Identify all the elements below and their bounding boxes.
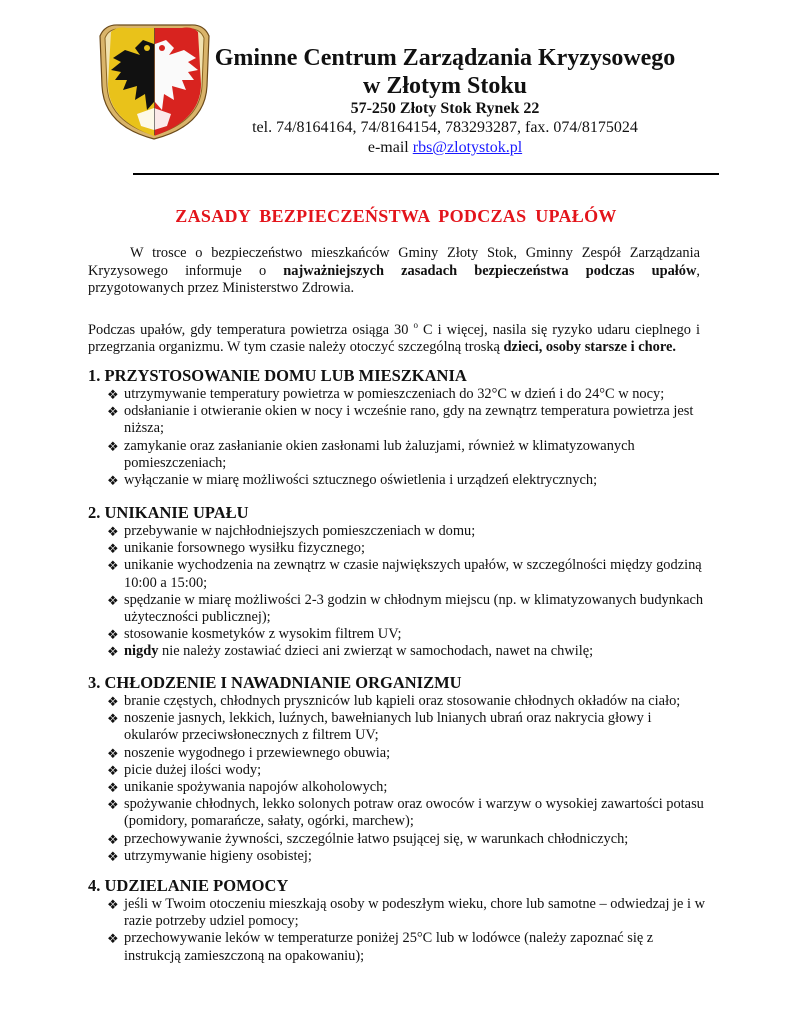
intro-p2-text-b: C i więcej, nasila się ryzyko udaru cieplnego i przegrzania organizmu. W tym czasie należy otoczyć szczególną troską xyxy=(88,321,701,356)
list-item: ❖ odsłanianie i otwieranie okien w nocy i wcześnie rano, gdy na zewnątrz temperatura powietrza jest niższa; xyxy=(107,403,694,437)
diamond-bullet-icon: ❖ xyxy=(107,438,119,454)
section-list xyxy=(88,693,708,865)
diamond-bullet-icon: ❖ xyxy=(107,558,119,574)
diamond-bullet-icon: ❖ xyxy=(107,644,119,660)
list-item: ❖ spędzanie w miarę możliwości 2-3 godzin w chłodnym miejscu (np. w klimatyzowanych budynkach użyteczności publicznej); xyxy=(107,591,704,626)
diamond-bullet-icon: ❖ xyxy=(107,541,119,557)
list-item: ❖ przechowywanie żywności, szczególnie łatwo psującej się, w warunkach chłodniczych; xyxy=(107,830,629,847)
degree-superscript: o xyxy=(413,320,418,330)
diamond-bullet-icon: ❖ xyxy=(107,473,119,489)
list-item: ❖ przechowywanie leków w temperaturze poniżej 25°C lub w lodówce (należy zapoznać się z instrukcją zamieszczoną na opakowaniu); xyxy=(107,930,654,964)
header-phone: tel. 74/8164164, 74/8164154, 783293287, fax. 074/8175024 xyxy=(252,119,638,136)
section-list xyxy=(88,896,708,965)
diamond-bullet-icon: ❖ xyxy=(107,780,119,796)
diamond-bullet-icon: ❖ xyxy=(107,848,119,864)
diamond-bullet-icon: ❖ xyxy=(107,627,119,643)
diamond-bullet-icon: ❖ xyxy=(107,797,119,813)
list-item: ❖ noszenie wygodnego i przewiewnego obuwia; xyxy=(107,744,391,761)
intro-p1-text-a: W trosce o bezpieczeństwo mieszkańców Gminy Złoty Stok, Gminny Zespół Zarządzania Kryzysowego informuje o xyxy=(88,245,700,279)
list-item: ❖ utrzymywanie higieny osobistej; xyxy=(107,847,312,864)
header-divider xyxy=(133,173,719,175)
section-3 xyxy=(88,673,708,865)
section-list xyxy=(88,523,708,661)
section-list xyxy=(88,386,708,489)
intro-p2-text-a: Podczas upałów, gdy temperatura powietrza osiąga 30 xyxy=(88,321,414,338)
header-address: 57-250 Złoty Stok Rynek 22 xyxy=(350,100,540,117)
list-item: ❖ utrzymywanie temperatury powietrza w pomieszczeniach do 32°C w dzień i do 24°C w nocy; xyxy=(107,386,665,402)
list-item: ❖ spożywanie chłodnych, lekko solonych potraw oraz owoców i warzyw o wysokiej zawartości potasu (pomidory, pomarańcze, sałaty, ogórki, marchew); xyxy=(107,796,704,830)
intro-p1-text-c: , przygotowanych przez Ministerstwo Zdrowia. xyxy=(88,262,700,296)
list-item: ❖ wyłączanie w miarę możliwości sztucznego oświetlenia i urządzeń elektrycznych; xyxy=(107,472,598,489)
section-4 xyxy=(88,876,708,965)
diamond-bullet-icon: ❖ xyxy=(107,694,119,709)
section-heading: 4. UDZIELANIE POMOCY xyxy=(88,876,289,895)
header-title-line2: w Złotym Stoku xyxy=(362,73,528,99)
diamond-bullet-icon: ❖ xyxy=(107,931,119,947)
list-item: ❖ zamykanie oraz zasłanianie okien zasłonami lub żaluzjami, również w klimatyzowanych pomieszczeniach; xyxy=(107,437,635,471)
email-link[interactable]: rbs@zlotystok.pl xyxy=(412,139,523,156)
list-item: ❖ stosowanie kosmetyków z wysokim filtrem UV; xyxy=(107,626,402,643)
diamond-bullet-icon: ❖ xyxy=(107,711,119,727)
list-item: ❖ picie dużej ilości wody; xyxy=(107,761,262,778)
section-heading: 1. PRZYSTOSOWANIE DOMU LUB MIESZKANIA xyxy=(88,366,467,385)
section-2 xyxy=(88,503,708,661)
diamond-bullet-icon: ❖ xyxy=(107,524,119,539)
list-item: ❖ branie częstych, chłodnych pryszniców lub kąpieli oraz stosowanie chłodnych okładów na ciało; xyxy=(107,693,681,709)
intro-p2-bold: dzieci, osoby starsze i chore. xyxy=(503,339,676,356)
diamond-bullet-icon: ❖ xyxy=(107,404,119,420)
section-heading: 2. UNIKANIE UPAŁU xyxy=(88,503,249,522)
section-heading: 3. CHŁODZENIE I NAWADNIANIE ORGANIZMU xyxy=(88,673,462,692)
list-item: ❖ nigdy nie należy zostawiać dzieci ani zwierząt w samochodach, nawet na chwilę; xyxy=(107,643,594,660)
diamond-bullet-icon: ❖ xyxy=(107,831,119,847)
list-item: ❖ unikanie wychodzenia na zewnątrz w czasie największych upałów, w szczególności między godziną 10:00 a 15:00; xyxy=(107,557,702,591)
section-1 xyxy=(88,366,708,489)
list-item: ❖ noszenie jasnych, lekkich, luźnych, bawełnianych lub lnianych ubrań oraz nakrycia głowy i okularów przeciwsłonecznych z filtrem UV; xyxy=(107,710,652,744)
diamond-bullet-icon: ❖ xyxy=(107,592,119,608)
intro-p1-bold: najważniejszych zasadach bezpieczeństwa podczas upałów xyxy=(283,262,697,279)
list-item: ❖ unikanie forsownego wysiłku fizycznego; xyxy=(107,540,365,557)
header-email xyxy=(205,139,685,157)
document-title: ZASADY BEZPIECZEŃSTWA PODCZAS UPAŁÓW xyxy=(175,206,617,226)
email-label: e-mail xyxy=(367,139,413,156)
intro-paragraph-2 xyxy=(88,317,700,357)
intro-paragraph-1 xyxy=(88,245,700,298)
list-item: ❖ unikanie spożywania napojów alkoholowych; xyxy=(107,779,388,796)
diamond-bullet-icon: ❖ xyxy=(107,745,119,761)
diamond-bullet-icon: ❖ xyxy=(107,897,119,912)
diamond-bullet-icon: ❖ xyxy=(107,387,119,402)
coat-of-arms-emblem xyxy=(97,22,212,140)
diamond-bullet-icon: ❖ xyxy=(107,762,119,778)
header-title-line1: Gminne Centrum Zarządzania Kryzysowego xyxy=(214,45,676,71)
list-item: ❖ przebywanie w najchłodniejszych pomieszczeniach w domu; xyxy=(107,523,476,539)
list-item: ❖ jeśli w Twoim otoczeniu mieszkają osoby w podeszłym wieku, chore lub samotne – odwiedzaj je i w razie potrzeby udziel pomocy; xyxy=(107,896,706,930)
